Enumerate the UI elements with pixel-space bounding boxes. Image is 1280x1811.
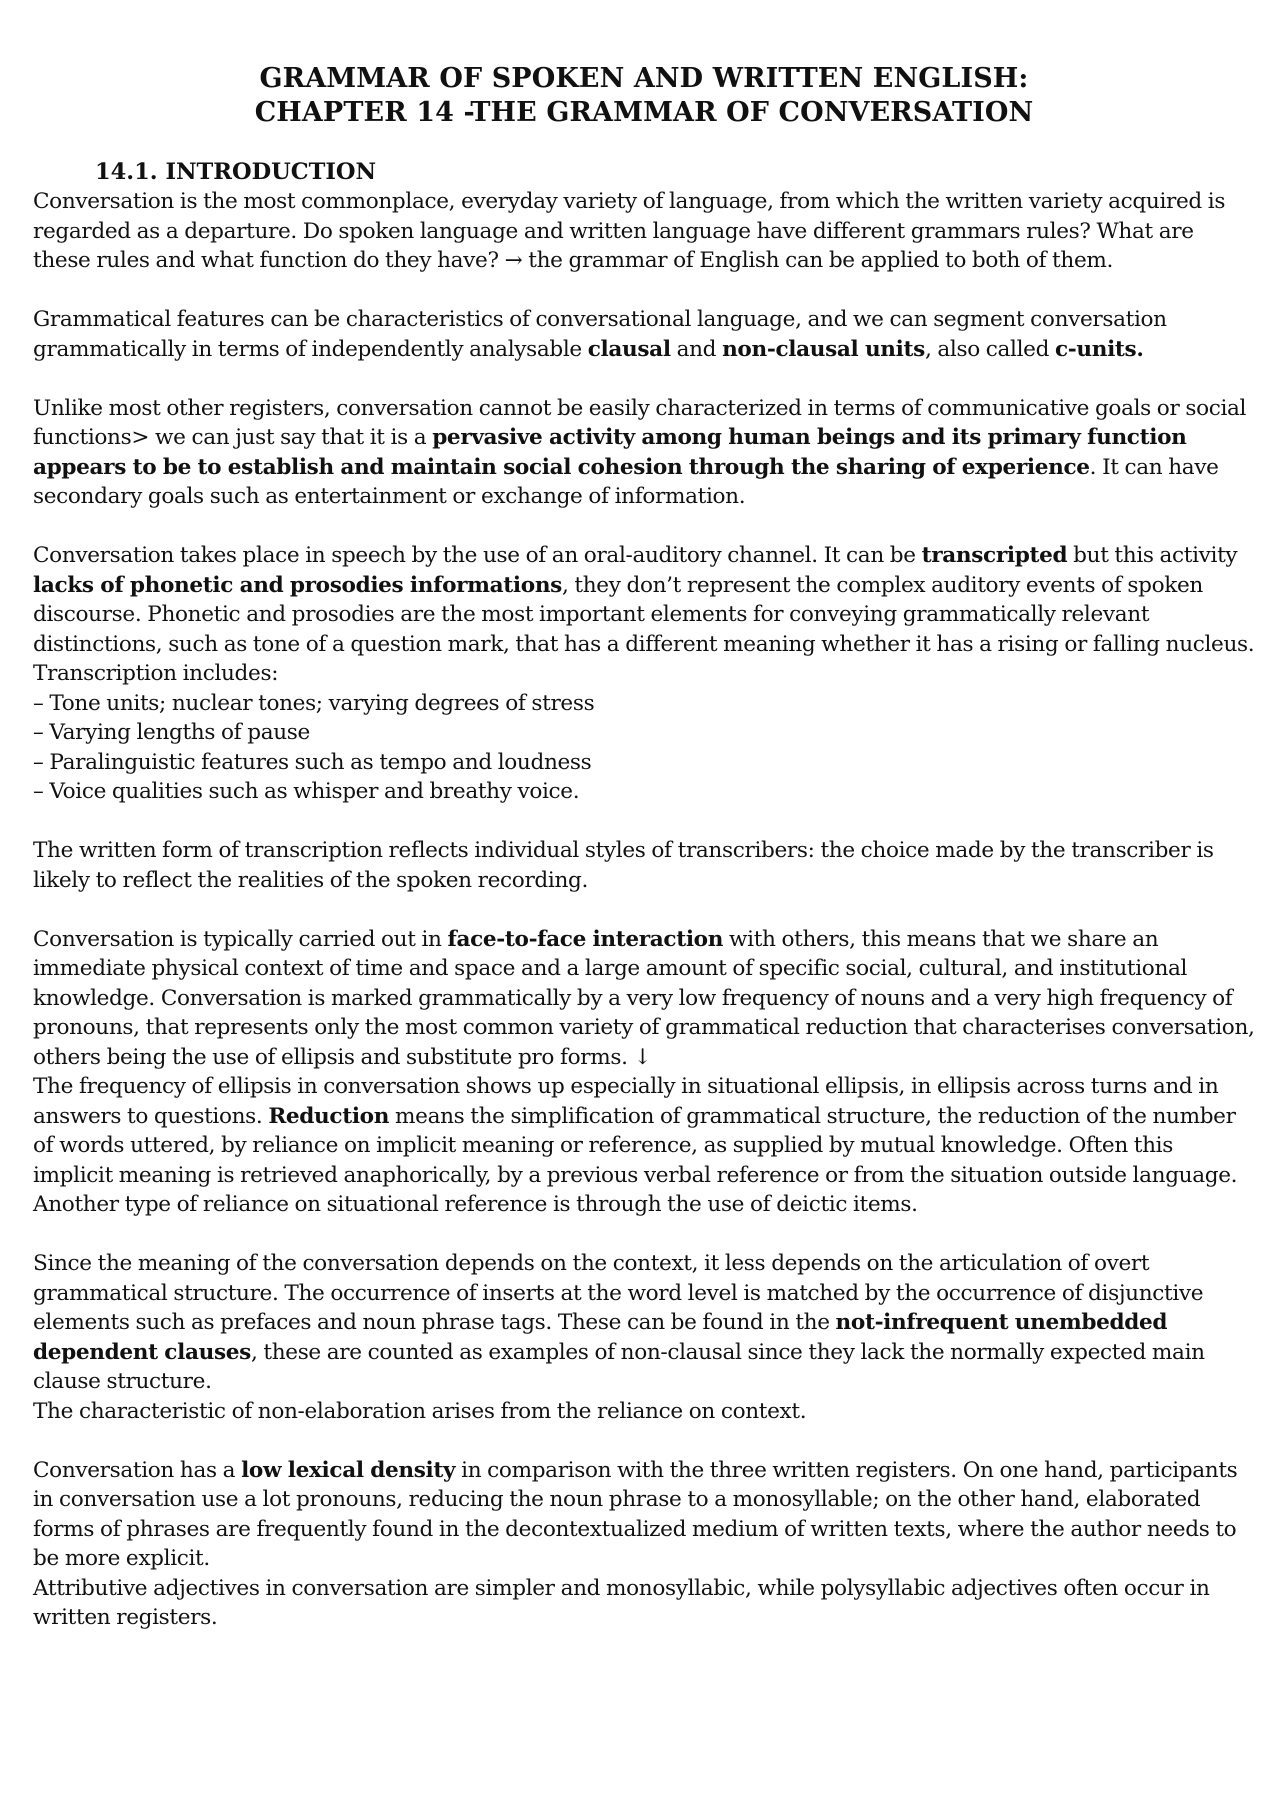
paragraph-4-text-a: Conversation takes place in speech by the use of an oral-auditory channel. It can be — [33, 543, 922, 568]
paragraph-10-text-a: Conversation has a — [33, 1457, 242, 1483]
paragraph-8-bold-1: not-infrequent unembedded dependent clauses — [33, 1310, 1168, 1365]
paragraph-8 — [33, 1249, 1255, 1397]
paragraph-2 — [33, 305, 1255, 364]
document-page — [33, 62, 1255, 1633]
paragraph-5: The written form of transcription reflects individual styles of transcribers: the choice made by the transcriber is likely to reflect the realities of the spoken recording. — [33, 838, 1214, 893]
paragraph-9: The characteristic of non-elaboration arises from the reliance on context. — [33, 1398, 807, 1424]
paragraph-3-text-a: Unlike most other registers, conversation cannot be easily characterized in terms of communicative goals or social functions> we can just say that it is a — [33, 395, 1247, 450]
title-line-1: GRAMMAR OF SPOKEN AND WRITTEN ENGLISH: — [259, 63, 1029, 94]
title-line-2: CHAPTER 14 -THE GRAMMAR OF CONVERSATION — [254, 97, 1034, 128]
paragraph-6-text-c: with others, this means that we share an immediate physical context of time and space and a large amount of specific social, cultural, and institutional knowledge. Conversation is marked grammatically by a very low frequency of nouns and a very high frequency of pronouns, that represents only the most common variety of grammatical reduction that characterises conversation, others being the use of ellipsis and substitute pro forms. ↓ — [33, 926, 1255, 1070]
paragraph-2-bold-3: c-units. — [1054, 336, 1144, 362]
paragraph-2-text-a: Grammatical features can be characteristics of conversational language, and we can segment conversation grammatically in terms of independently analysable — [33, 307, 1167, 362]
list-item: – Varying lengths of pause — [33, 720, 310, 745]
transcription-intro: Transcription includes: — [33, 661, 279, 686]
paragraph-7-text-a: The frequency of ellipsis in conversation shows up especially in situational ellipsis, in ellipsis across turns and in answers to questions. — [33, 1074, 1219, 1129]
paragraph-8-text-a: Since the meaning of the conversation depends on the context, it less depends on the articulation of overt grammatical structure. The occurrence of inserts at the word level is matched by the occurrence of disjunctive elements such as prefaces and noun phrase tags. These can be found in the — [33, 1251, 1204, 1335]
paragraph-7-bold-1: Reduction — [268, 1103, 390, 1129]
paragraph-2-bold-1: clausal — [587, 336, 671, 362]
paragraph-10 — [33, 1456, 1255, 1574]
list-item: – Voice qualities such as whisper and breathy voice. — [33, 779, 580, 804]
paragraph-11: Attributive adjectives in conversation are simpler and monosyllabic, while polysyllabic adjectives often occur in written registers. — [33, 1575, 1210, 1630]
paragraph-3-text-c: . It can have secondary goals such as entertainment or exchange of information. — [33, 454, 1219, 509]
paragraph-8-text-c: , these are counted as examples of non-clausal since they lack the normally expected main clause structure. — [33, 1339, 1205, 1394]
list-item: – Tone units; nuclear tones; varying degrees of stress — [33, 690, 595, 716]
transcription-list — [33, 659, 1255, 807]
paragraph-6-bold-1: face-to-face interaction — [447, 926, 724, 952]
paragraph-10-text-c: in comparison with the three written registers. On one hand, participants in conversation use a lot pronouns, reducing the noun phrase to a monosyllable; on the other hand, elaborated forms of phrases are frequently found in the decontextualized medium of written texts, where the author needs to be more explicit. — [33, 1457, 1238, 1571]
paragraph-6 — [33, 925, 1255, 1073]
paragraph-3 — [33, 394, 1255, 512]
paragraph-4-bold-1: transcripted — [921, 543, 1068, 568]
paragraph-4-text-c: but this activity — [1067, 543, 1238, 568]
section-heading: 14.1. INTRODUCTION — [95, 159, 377, 185]
document-title — [33, 62, 1255, 130]
paragraph-10-bold-1: low lexical density — [241, 1457, 456, 1483]
paragraph-3-bold-1: pervasive activity among human beings and its primary function appears to be to establish and maintain social cohesion through the sharing of experience — [33, 425, 1187, 480]
paragraph-4-bold-2: lacks of phonetic and prosodies informations — [33, 572, 562, 598]
paragraph-6-text-a: Conversation is typically carried out in — [33, 926, 448, 952]
paragraph-2-text-d: , also called — [924, 336, 1055, 362]
paragraph-4 — [33, 541, 1255, 659]
paragraph-7 — [33, 1072, 1255, 1220]
paragraph-7-text-c: means the simplification of grammatical structure, the reduction of the number of words uttered, by reliance on implicit meaning or reference, as supplied by mutual knowledge. Often this implicit meaning is retrieved anaphorically, by a previous verbal reference or from the situation outside language. Another type of reliance on situational reference is through the use of deictic items. — [33, 1103, 1238, 1217]
paragraph-2-text-c: and — [670, 336, 723, 362]
paragraph-4-text-d: , they don’t represent the complex auditory events of spoken discourse. Phonetic and prosodies are the most important elements for conveying grammatically relevant distinctions, such as tone of a question mark, that has a different meaning whether it has a rising or falling nucleus. — [33, 572, 1255, 657]
paragraph-1: Conversation is the most commonplace, everyday variety of language, from which the written variety acquired is regarded as a departure. Do spoken language and written language have different grammars rules? What are these rules and what function do they have? → the grammar of English can be applied to both of them. — [33, 189, 1226, 273]
paragraph-2-bold-2: non-clausal units — [722, 336, 925, 362]
list-item: – Paralinguistic features such as tempo and loudness — [33, 749, 592, 775]
